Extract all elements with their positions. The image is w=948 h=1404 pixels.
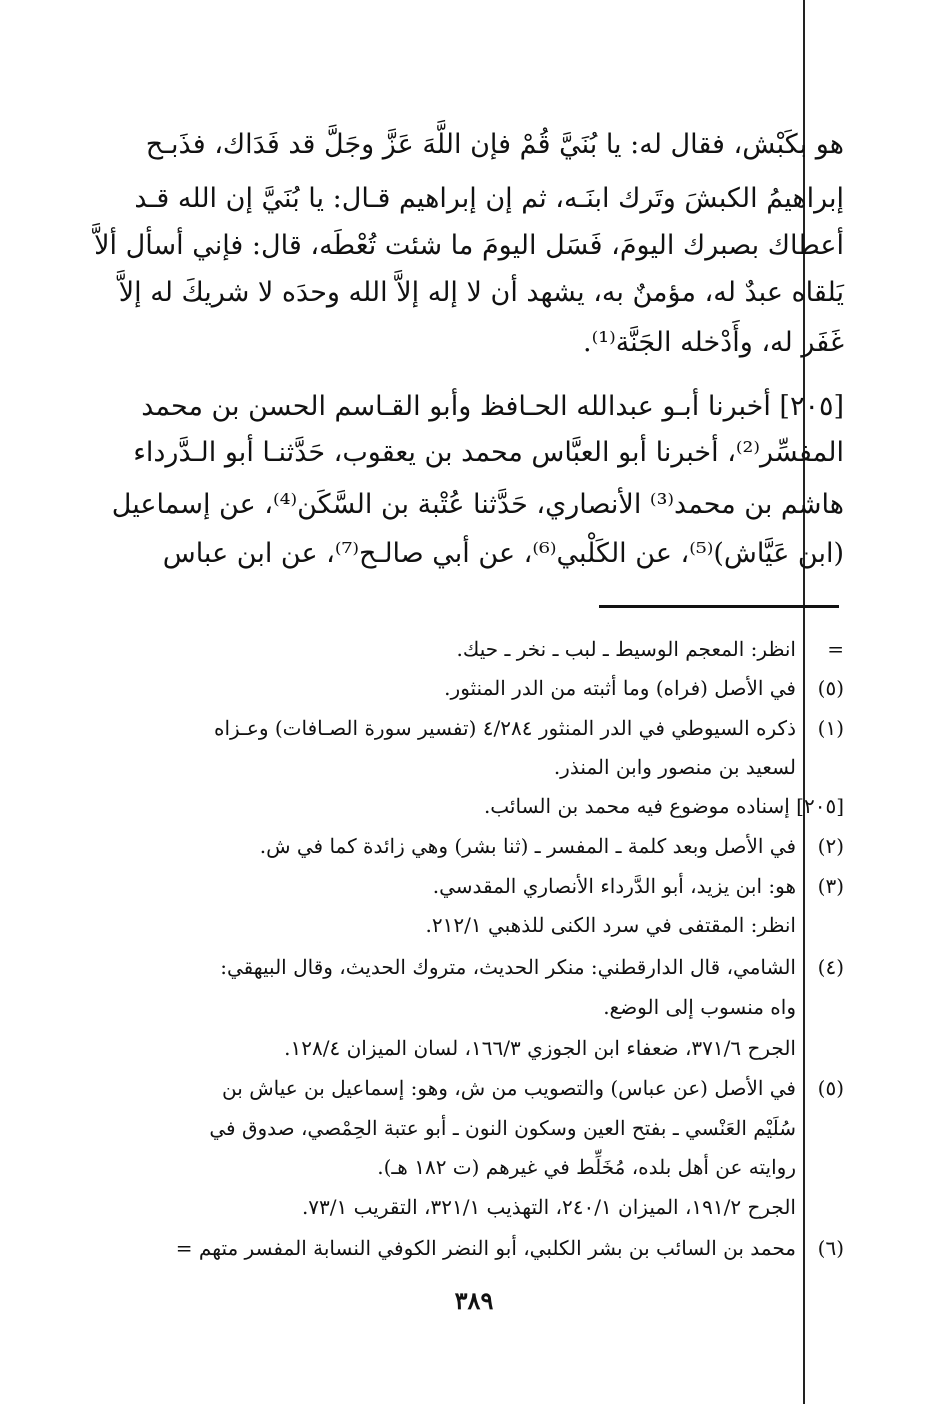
main-text-line: [٢٠٥] أخبرنا أبـو عبدالله الحـافظ وأبو القـاسم الحسن بن محمد <box>141 391 844 422</box>
footnote-text: الشامي، قال الدارقطني: منكر الحديث، متروك الحديث، وقال البيهقي: <box>220 955 796 979</box>
main-text-line: (ابن عَيَّاش)⁽⁵⁾، عن الكَلْبي⁽⁶⁾، عن أبي صالـح⁽⁷⁾، عن ابن عباس <box>162 538 844 569</box>
footnote-number: (٤) <box>817 955 844 979</box>
footnote-text: هو: ابن يزيد، أبو الدَّرداء الأنصاري المقدسي. <box>432 874 796 898</box>
footnote-number: (٢) <box>817 834 844 858</box>
footnote-number: (٥) <box>817 1076 844 1100</box>
footnote-separator <box>599 605 839 608</box>
footnote-text: سُلَيْم العَنْسي ـ بفتح العين وسكون النون ـ أبو عتبة الحِمْصي، صدوق في <box>209 1116 796 1140</box>
footnote-text: في الأصل وبعد كلمة ـ المفسر ـ (ثنا بشر) وهي زائدة كما في ش. <box>259 834 796 858</box>
footnote-text: في الأصل (فراه) وما أثبته من الدر المنثور. <box>444 676 796 700</box>
footnote-number <box>804 1192 844 1224</box>
footnote-text: في الأصل (عن عباس) والتصويب من ش، وهو: إسماعيل بن عياش بن <box>222 1076 796 1100</box>
page-number: ٣٨٩ <box>454 1286 494 1315</box>
main-text-line: أعطاك بصبرك اليومَ، فَسَل اليومَ ما شئت تُعْطَه، قال: فإني أسأل ألاَّ <box>94 230 844 261</box>
footnote-number: (٦) <box>817 1236 844 1260</box>
main-text-line: إبراهيمُ الكبشَ وتَرك ابنَـه، ثم إن إبراهيم قـال: يا بُنَيَّ إن الله قـد <box>134 183 844 214</box>
footnote-text: ذكره السيوطي في الدر المنثور ٤/٢٨٤ (تفسير سورة الصـافات) وعـزاه <box>213 716 796 740</box>
footnote-number: = <box>827 637 844 661</box>
footnote-text: محمد بن السائب بن بشر الكلبي، أبو النضر الكوفي النسابة المفسر متهم = <box>175 1236 796 1260</box>
footnote-text: روايته عن أهل بلده، مُخَلِّط في غيرهم (ت ١٨٢ هـ). <box>377 1155 796 1179</box>
main-text-line: المفسِّر⁽²⁾، أخبرنا أبو العبَّاس محمد بن يعقوب، حَدَّثنـا أبو الـدَّرداء <box>133 437 844 468</box>
footnote-number: (٥) <box>817 676 844 700</box>
main-text-line: يَلقاه عبدٌ له، مؤمنٌ به، يشهد أن لا إله إلاَّ الله وحدَه لا شريكَ له إلاَّ <box>118 277 844 308</box>
footnote-number: (٣) <box>817 874 844 898</box>
footnote-number <box>804 1152 844 1184</box>
footnote-number <box>804 752 844 784</box>
footnote-text: انظر: المقتفى في سرد الكنى للذهبي ٢١٢/١. <box>425 913 796 937</box>
footnote-number <box>804 1113 844 1145</box>
footnote-text: واه منسوب إلى الوضع. <box>603 995 796 1019</box>
footnote-text: الجرح ١٩١/٢، الميزان ٢٤٠/١، التهذيب ٣٢١/١، التقريب ٧٣/١. <box>301 1195 796 1219</box>
footnote-number <box>804 1033 844 1065</box>
footnote-number: (١) <box>817 716 844 740</box>
footnote-text: الجرح ٣٧١/٦، ضعفاء ابن الجوزي ١٦٦/٣، لسان الميزان ١٢٨/٤. <box>284 1036 796 1060</box>
main-text-line: هو بكَبْش، فقال له: يا بُنَيَّ قُمْ فإن اللَّهَ عَزَّ وجَلَّ قد فَدَاك، فذَبـح <box>145 129 844 160</box>
footnote-text: لسعيد بن منصور وابن المنذر. <box>553 755 796 779</box>
main-text-line: هاشم بن محمد⁽³⁾ الأنصاري، حَدَّثنا عُتْبة بن السَّكَن⁽⁴⁾، عن إسماعيل <box>111 489 844 520</box>
footnote-number <box>804 910 844 942</box>
footnote-text: [٢٠٥] إسناده موضوع فيه محمد بن السائب. <box>483 794 844 818</box>
footnote-text: انظر: المعجم الوسيط ـ لبب ـ نخر ـ حيك. <box>456 637 796 661</box>
footnote-number <box>804 992 844 1024</box>
main-text-line: غَفَر له، وأَدْخله الجَنَّة⁽¹⁾. <box>583 327 844 358</box>
